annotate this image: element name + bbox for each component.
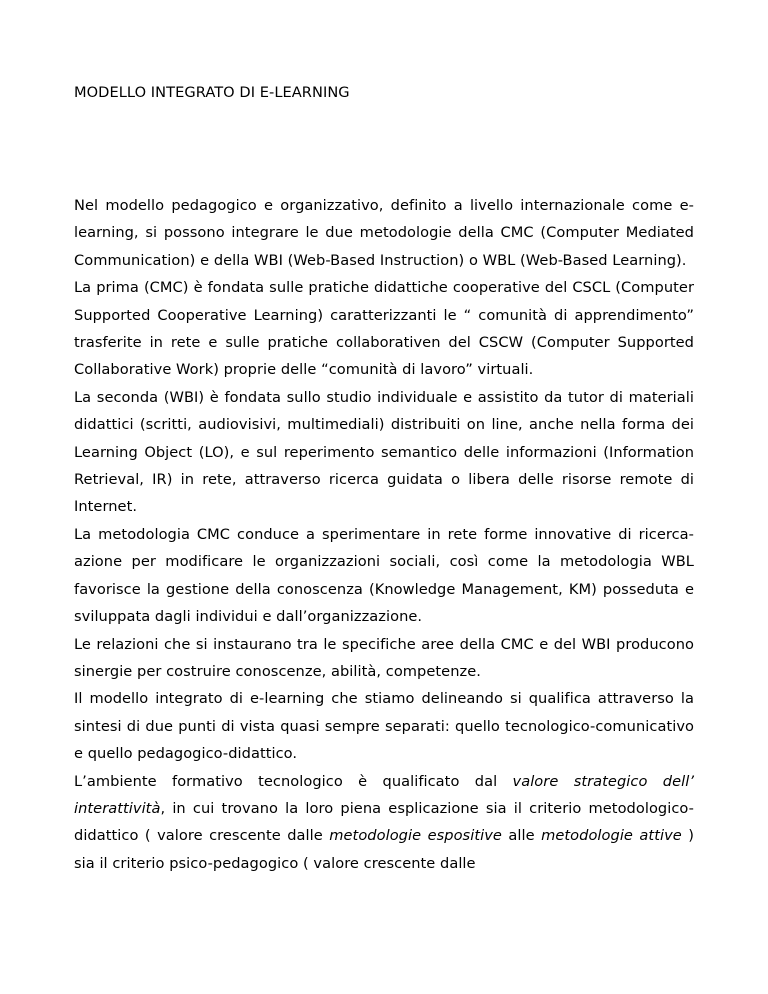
text-segment: , in cui trovano la loro piena esplicazione sia il criterio metodologico-didattico ( valore crescente dalle (74, 799, 694, 845)
document-title: MODELLO INTEGRATO DI E-LEARNING (74, 84, 350, 101)
text-segment: Il modello integrato di e-learning che stiamo delineando si qualifica attraverso la sintesi di due punti di vista quasi sempre separati: quello tecnologico-comunicativo e quello pedagogico-didattico. (74, 690, 694, 763)
text-segment: L’ambiente formativo tecnologico è qualificato dal (74, 772, 513, 790)
italic-text-segment: metodologie espositive (329, 827, 502, 845)
text-segment: alle (501, 827, 542, 845)
paragraph (74, 274, 694, 384)
text-segment: ) sia il criterio psico-pedagogico ( valore crescente dalle (74, 827, 695, 872)
text-segment: Le relazioni che si instaurano tra le specifiche aree della CMC e del WBI producono sinergie per costruire conoscenze, abilità, competenze. (74, 635, 694, 680)
text-segment: La prima (CMC) è fondata sulle pratiche didattiche cooperative del CSCL (Computer Supported Cooperative Learning) caratterizzanti le “ comunità di apprendimento” trasferite in rete e sulle pratiche collaborativen del CSCW (Computer Supported Collaborative Work) proprie delle “comunità di lavoro” virtuali. (74, 279, 694, 379)
text-segment: La seconda (WBI) è fondata sullo studio individuale e assistito da tutor di materiali didattici (scritti, audiovisivi, multimediali) distribuiti on line, anche nella forma dei Learning Object (LO), e sul reperimento semantico delle informazioni (Information Retrieval, IR) in rete, attraverso ricerca guidata o libera delle risorse remote di Internet. (74, 388, 694, 516)
paragraph (74, 521, 694, 631)
paragraph (74, 192, 694, 274)
document-body (74, 192, 694, 877)
text-segment: La metodologia CMC conduce a sperimentare in rete forme innovative di ricerca-azione per modificare le organizzazioni sociali, così come la metodologia WBL favorisce la gestione della conoscenza (Knowledge Management, KM) posseduta e sviluppata dagli individui e dall’organizzazione. (74, 525, 694, 626)
text-segment: Nel modello pedagogico e organizzativo, definito a livello internazionale come e-learning, si possono integrare le due metodologie della CMC (Computer Mediated Communication) e della WBI (Web-Based Instruction) o WBL (Web-Based Learning). (74, 197, 694, 269)
paragraph (74, 384, 694, 521)
italic-text-segment: metodologie attive (541, 827, 682, 845)
paragraph (74, 685, 694, 767)
paragraph (74, 631, 694, 686)
italic-text-segment: valore strategico dell’ interattività (74, 772, 695, 817)
paragraph (74, 768, 694, 878)
